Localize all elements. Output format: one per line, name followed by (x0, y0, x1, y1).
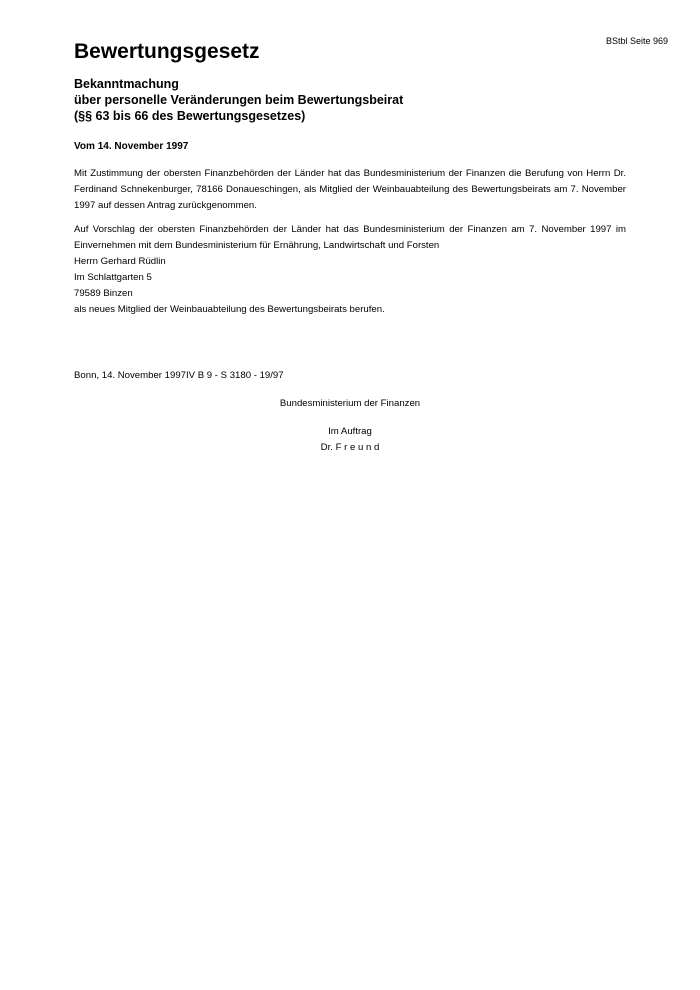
signature-ministry: Bundesministerium der Finanzen (279, 398, 421, 409)
paragraph-revocation: Mit Zustimmung der obersten Finanzbehörden der Länder hat das Bundesministerium der Finanzen die Berufung von Herrn Dr. Ferdinand Schnekenburger, 78166 Donaueschingen, als Mitglied der Weinbauabteilung des Bewertungsbeirats am 7. November 1997 auf dessen Antrag zurückgenommen. (74, 168, 626, 211)
subtitle-line: Bekanntmachung (74, 77, 179, 91)
appointment-intro: Auf Vorschlag der obersten Finanzbehörden der Länder hat das Bundesministerium der Finanzen am 7. November 1997 im Einvernehmen mit dem Bundesministerium für Ernährung, Landwirtschaft und Forsten (74, 224, 626, 251)
appointee-name: Herrn Gerhard Rüdlin (74, 256, 166, 267)
document-subtitle (74, 76, 626, 124)
page-reference: BStbl Seite 969 (605, 36, 668, 46)
document-title: Bewertungsgesetz (74, 40, 260, 63)
signature-on-behalf: Im Auftrag (328, 426, 372, 437)
signature-signer: Dr. F r e u n d (320, 442, 380, 453)
subtitle-line: (§§ 63 bis 66 des Bewertungsgesetzes) (74, 109, 306, 123)
appointee-street: Im Schlattgarten 5 (74, 272, 152, 283)
subtitle-line: über personelle Veränderungen beim Bewertungsbeirat (74, 93, 404, 107)
document-body (74, 38, 626, 456)
paragraph-appointment (74, 222, 626, 318)
place-and-date: Bonn, 14. November 1997IV B 9 - S 3180 - 19/97 (74, 370, 284, 381)
appointment-closing: als neues Mitglied der Weinbauabteilung des Bewertungsbeirats berufen. (74, 304, 385, 315)
signature-block (74, 396, 626, 456)
document-date: Vom 14. November 1997 (74, 141, 189, 152)
appointee-city: 79589 Binzen (74, 288, 133, 299)
